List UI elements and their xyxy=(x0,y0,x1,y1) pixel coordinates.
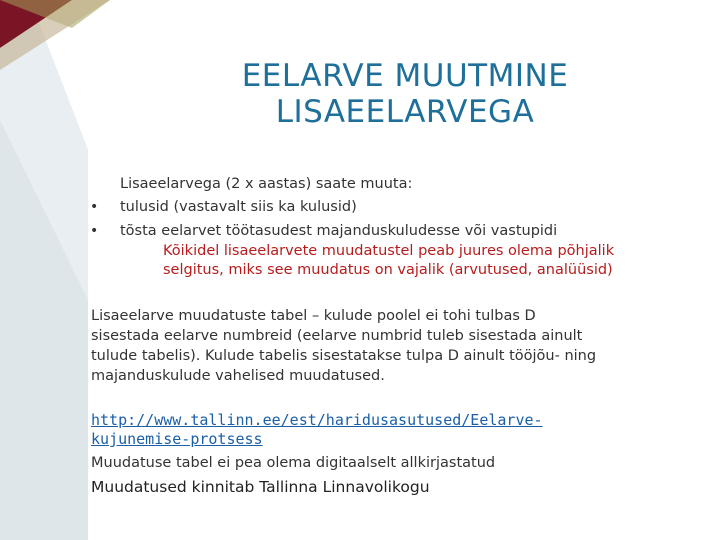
bullet-item-1: tulusid (vastavalt siis ka kulusid) xyxy=(120,199,357,215)
paragraph-line-1-rest: – kulude poolel ei tohi tulbas D xyxy=(307,308,536,324)
link-line-2[interactable]: kujunemise-protsess xyxy=(91,430,263,448)
footer-line-2: Muudatused kinnitab Tallinna Linnavolikogu xyxy=(91,478,430,496)
paragraph-term: Lisaeelarve muudatuste tabel xyxy=(91,308,308,324)
intro-term: Lisaeelarvega xyxy=(120,176,221,192)
link-line-1[interactable]: http://www.tallinn.ee/est/haridusasutused/Eelarve- xyxy=(91,411,543,429)
note-line-2: selgitus, miks see muudatus on vajalik (arvutused, analüüsid) xyxy=(163,262,613,278)
bullet-item-2: tõsta eelarvet töötasudest majanduskuludesse või vastupidi xyxy=(120,223,558,239)
slide-title-line-2: LISAEELARVEGA xyxy=(275,94,535,130)
paragraph-line-2: sisestada eelarve numbreid (eelarve numbrid tuleb sisestada ainult xyxy=(91,328,583,344)
bullet-dot-icon: • xyxy=(90,223,99,239)
paragraph-line-4: majanduskulude vahelised muudatused. xyxy=(91,368,385,384)
footer-line-1: Muudatuse tabel ei pea olema digitaalselt allkirjastatud xyxy=(91,455,496,471)
paragraph-line-3: tulude tabelis). Kulude tabelis sisestatakse tulpa D ainult tööjõu- ning xyxy=(91,348,597,364)
slide-title xyxy=(110,58,700,130)
bullet-dot-icon: • xyxy=(90,199,99,215)
intro-rest: (2 x aastas) saate muuta: xyxy=(220,176,413,192)
paragraph-line-1 xyxy=(91,307,536,326)
intro-line xyxy=(120,175,412,194)
slide-title-line-1: EELARVE MUUTMINE xyxy=(241,58,569,94)
note-line-1: Kõikidel lisaeelarvete muudatustel peab juures olema põhjalik xyxy=(163,243,615,259)
